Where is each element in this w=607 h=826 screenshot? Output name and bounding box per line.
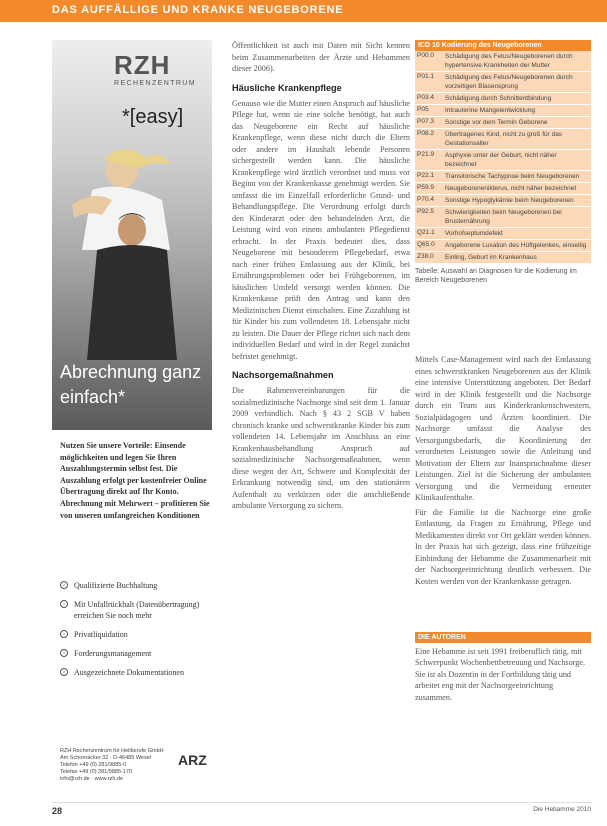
icd-description: Schädigung des Fetus/Neugeborenen durch vorzeitigen Blasensprung	[445, 74, 573, 90]
ad-logo-subtitle: RECHENZENTRUM	[114, 80, 196, 87]
home-care-paragraph: Genauso wie die Mutter einen Anspruch auf häusliche Pflege hat, wenn sie eine solche benötigt, hat auch das Neugeborene ein Recht auf häusliche Krankenpflege, wenn diese nicht durch die Eltern oder andere im Haushalt lebende Personen sichergestellt werden kann. Die häusliche Krankenpflege wird ärztlich verordnet und muss vor Beginn von der Krankenkasse genehmigt werden. Sie umfasst die im Einzelfall erforderliche Grund- und Behandlungspflege. Die Verordnung erfolgt durch den Kinderarzt oder den behandelnden Arzt, die Leistung wird von einem ambulanten Pflegedienst erbracht. In der Praxis bedeutet dies, dass Neugeborene mit besonderem Pflegebedarf, etwa nach einer frühen Entlassung aus der Klinik, bei Ernährungsproblemen oder bei Frühgeborenen, im häuslichen Umfeld versorgt werden können. Die Krankenkasse prüft den Antrag und kann den Medizinischen Dienst einschalten. Eine Zuzahlung ist für Kinder bis zum vollendeten 18. Lebensjahr nicht zu leisten. Die Dauer der Pflege richtet sich nach dem individuellen Bedarf und wird in der Regel zunächst befristet genehmigt.	[232, 98, 410, 361]
table-row	[415, 171, 591, 183]
list-item: › Forderungsmanagement	[60, 648, 212, 659]
footer-rule	[52, 802, 591, 803]
table-row	[415, 105, 591, 117]
list-item: › Mit Unfallrückhalt (Datenübertragung) erreichen Sie noch mehr	[60, 599, 212, 621]
circle-arrow-icon: ›	[60, 581, 68, 589]
article-column-right	[415, 354, 591, 587]
footer-source: Die Hebamme 2010	[533, 806, 591, 813]
ad-headline: Abrechnung ganz einfach*	[60, 362, 202, 407]
icd-code: P92.5	[417, 208, 434, 215]
article-column-middle	[232, 40, 410, 512]
ad-contact: RZH Rechenzentrum für Heilberufe GmbH Am Schornacker 32 · D-46485 Wesel Telefon +49 (0) 281/9885-0 Telefax +49 (0) 281/9885-170 info@rzh.de · www.rzh.de	[60, 748, 164, 782]
couple-photo-icon	[52, 120, 212, 360]
icd-description: Angeborene Luxation des Hüftgelenkes, einseitig	[445, 242, 587, 249]
icd-description: Einling, Geburt im Krankenhaus	[445, 254, 537, 261]
table-row	[415, 72, 591, 93]
table-row	[415, 93, 591, 105]
list-item: › Privatliquidation	[60, 629, 212, 640]
section-header	[0, 0, 607, 22]
page-number: 28	[52, 806, 63, 816]
icd-code: P22.1	[417, 172, 434, 179]
table-caption: Tabelle: Auswahl an Diagnosen für die Kodierung im Bereich Neugeborenen	[415, 268, 577, 284]
icd-code: Q65.0	[417, 241, 435, 248]
heading-home-care: Häusliche Krankenpflege	[232, 82, 342, 93]
icd-description: Sonstige vor dem Termin Geborene	[445, 119, 548, 126]
right-paragraph-1: Mittels Case-Management wird nach der Entlassung eines schwerstkranken Neugeborenen aus der Klinik eine intensive Unterstützung angeboten. Der Bedarf wird in der Klinik festgestellt und die Nachsorge durch ein Team aus Kinderkrankenschwestern, Sozialpädagogen und Ärzten koordiniert. Die Nachsorge umfasst die Analyse des Versorgungsbedarfs, die Koordinierung der verordneten Leistungen sowie die Anleitung und Motivation der Eltern zur Inanspruchnahme dieser Leistungen. Ziel ist die Sicherung der ambulanten Versorgung und die Vermeidung erneuter Klinikaufenthalte.	[415, 355, 591, 502]
icd-description: Schwierigkeiten beim Neugeborenen bei Brusternährung	[445, 209, 562, 225]
circle-arrow-icon: ›	[60, 649, 68, 657]
icd-code: P05	[417, 106, 429, 113]
table-row	[415, 51, 591, 72]
list-item: › Qualifizierte Buchhaltung	[60, 580, 212, 591]
circle-arrow-icon: ›	[60, 600, 68, 608]
authors-title: DIE AUTOREN	[415, 632, 591, 643]
icd-description: Schädigung des Fetus/Neugeborenen durch hypertensive Krankheiten der Mutter	[445, 53, 573, 69]
table-row	[415, 150, 591, 171]
icd-code: P03.4	[417, 94, 434, 101]
icd-code: Q21.1	[417, 229, 435, 236]
ad-logo: RZH	[114, 50, 171, 80]
circle-arrow-icon: ›	[60, 630, 68, 638]
icd-code: P01.1	[417, 73, 434, 80]
icd-code: P07.3	[417, 118, 434, 125]
intro-paragraph: Öffentlichkeit ist auch mit Daten mit Sicht kennen beim Zusammenarbeiten der Ärzte und Hebammen dieser 2006).	[232, 41, 410, 73]
icd-description: Sonstige Hypoglykämie beim Neugeborenen	[445, 197, 574, 204]
ad-text: Nutzen Sie unsere Vorteile: Einsende möglichkeiten und legen Sie Ihren Auszahlungstermin selbst fest. Die Auszahlung erfolgt per kostenfreier Online Übertragung direkt auf Ihr Konto. Abrechnung mit Mehrwert – profitieren Sie von unseren umfangreichen Konditionen	[60, 441, 210, 520]
icd-description: Schädigung durch Schnittentbindung	[445, 95, 552, 102]
icd-description: Asphyxie unter der Geburt, nicht näher bezeichnet	[445, 152, 557, 168]
icd-code: Z38.0	[417, 253, 434, 260]
advertisement	[52, 40, 212, 430]
heading-aftercare: Nachsorgemaßnahmen	[232, 370, 334, 380]
authors-text: Eine Hebamme ist seit 1991 freiberuflich tätig, mit Schwerpunkt Wochenbettbetreuung und Nachsorge. Sie ist als Dozentin in der Fortbildung tätig und arbeitet eng mit der Nachsorgeeinrichtung zusammen.	[415, 647, 586, 702]
icd-code: P08.2	[417, 130, 434, 137]
right-paragraph-2: Für die Familie ist die Nachsorge eine große Entlastung, da Fragen zu Ernährung, Pflege und Medikamenten direkt vor Ort geklärt werden können. In der Praxis hat sich gezeigt, dass eine frühzeitige Einbindung der Hebamme die Zusammenarbeit mit der Nachsorgeeinrichtung deutlich verbessert. Die Kosten werden von der Krankenkasse getragen.	[415, 507, 591, 586]
aftercare-paragraph: Die Rahmenvereinbarungen für die sozialmedizinische Nachsorge sind seit dem 1. Januar 2009 verbindlich. Nach § 43 2 SGB V haben chronisch kranke und schwerstkranke Kinder bis zum vollendeten 14. Lebensjahr im Anschluss an eine Krankenhausbehandlung Anspruch auf sozialmedizinische Nachsorgemaßnahmen, wenn diese wegen der Art, Schwere und Komplexität der Erkrankung notwendig sind, um den stationären Aufenthalt zu verkürzen oder die anschließende ambulante Versorgung zu sichern.	[232, 386, 410, 510]
table-row	[415, 207, 591, 228]
table-row	[415, 252, 591, 264]
table-row	[415, 117, 591, 129]
ad-brand: *[easy]	[122, 106, 184, 128]
icd-description: Vorhofseptumdefekt	[445, 230, 503, 237]
list-item: › Ausgezeichnete Dokumentationen	[60, 667, 212, 678]
icd-description: Übertragenes Kind, nicht zu groß für das Gestationsalter	[445, 131, 563, 147]
circle-arrow-icon: ›	[60, 668, 68, 676]
ad-benefits-list	[60, 580, 212, 686]
table-row	[415, 228, 591, 240]
table-row	[415, 240, 591, 252]
table-row	[415, 195, 591, 207]
section-title: DAS AUFFÄLLIGE UND KRANKE NEUGEBORENE	[52, 4, 344, 16]
icd-code: P00.0	[417, 52, 434, 59]
icd-description: Intrauterine Mangelentwicklung	[445, 107, 535, 114]
table-row	[415, 183, 591, 195]
table-row	[415, 129, 591, 150]
icd-description: Neugeborenenikterus, nicht näher bezeichnet	[445, 185, 577, 192]
icd-code: P70.4	[417, 196, 434, 203]
icd-code: P59.9	[417, 184, 434, 191]
table-title: ICD 10 Kodierung des Neugeborenen	[415, 40, 591, 51]
icd-description: Transitorische Tachypnoe beim Neugeborenen	[445, 173, 580, 180]
icd-code: P21.9	[417, 151, 434, 158]
icd-table	[415, 40, 591, 285]
arz-logo: ARZ	[178, 752, 207, 768]
